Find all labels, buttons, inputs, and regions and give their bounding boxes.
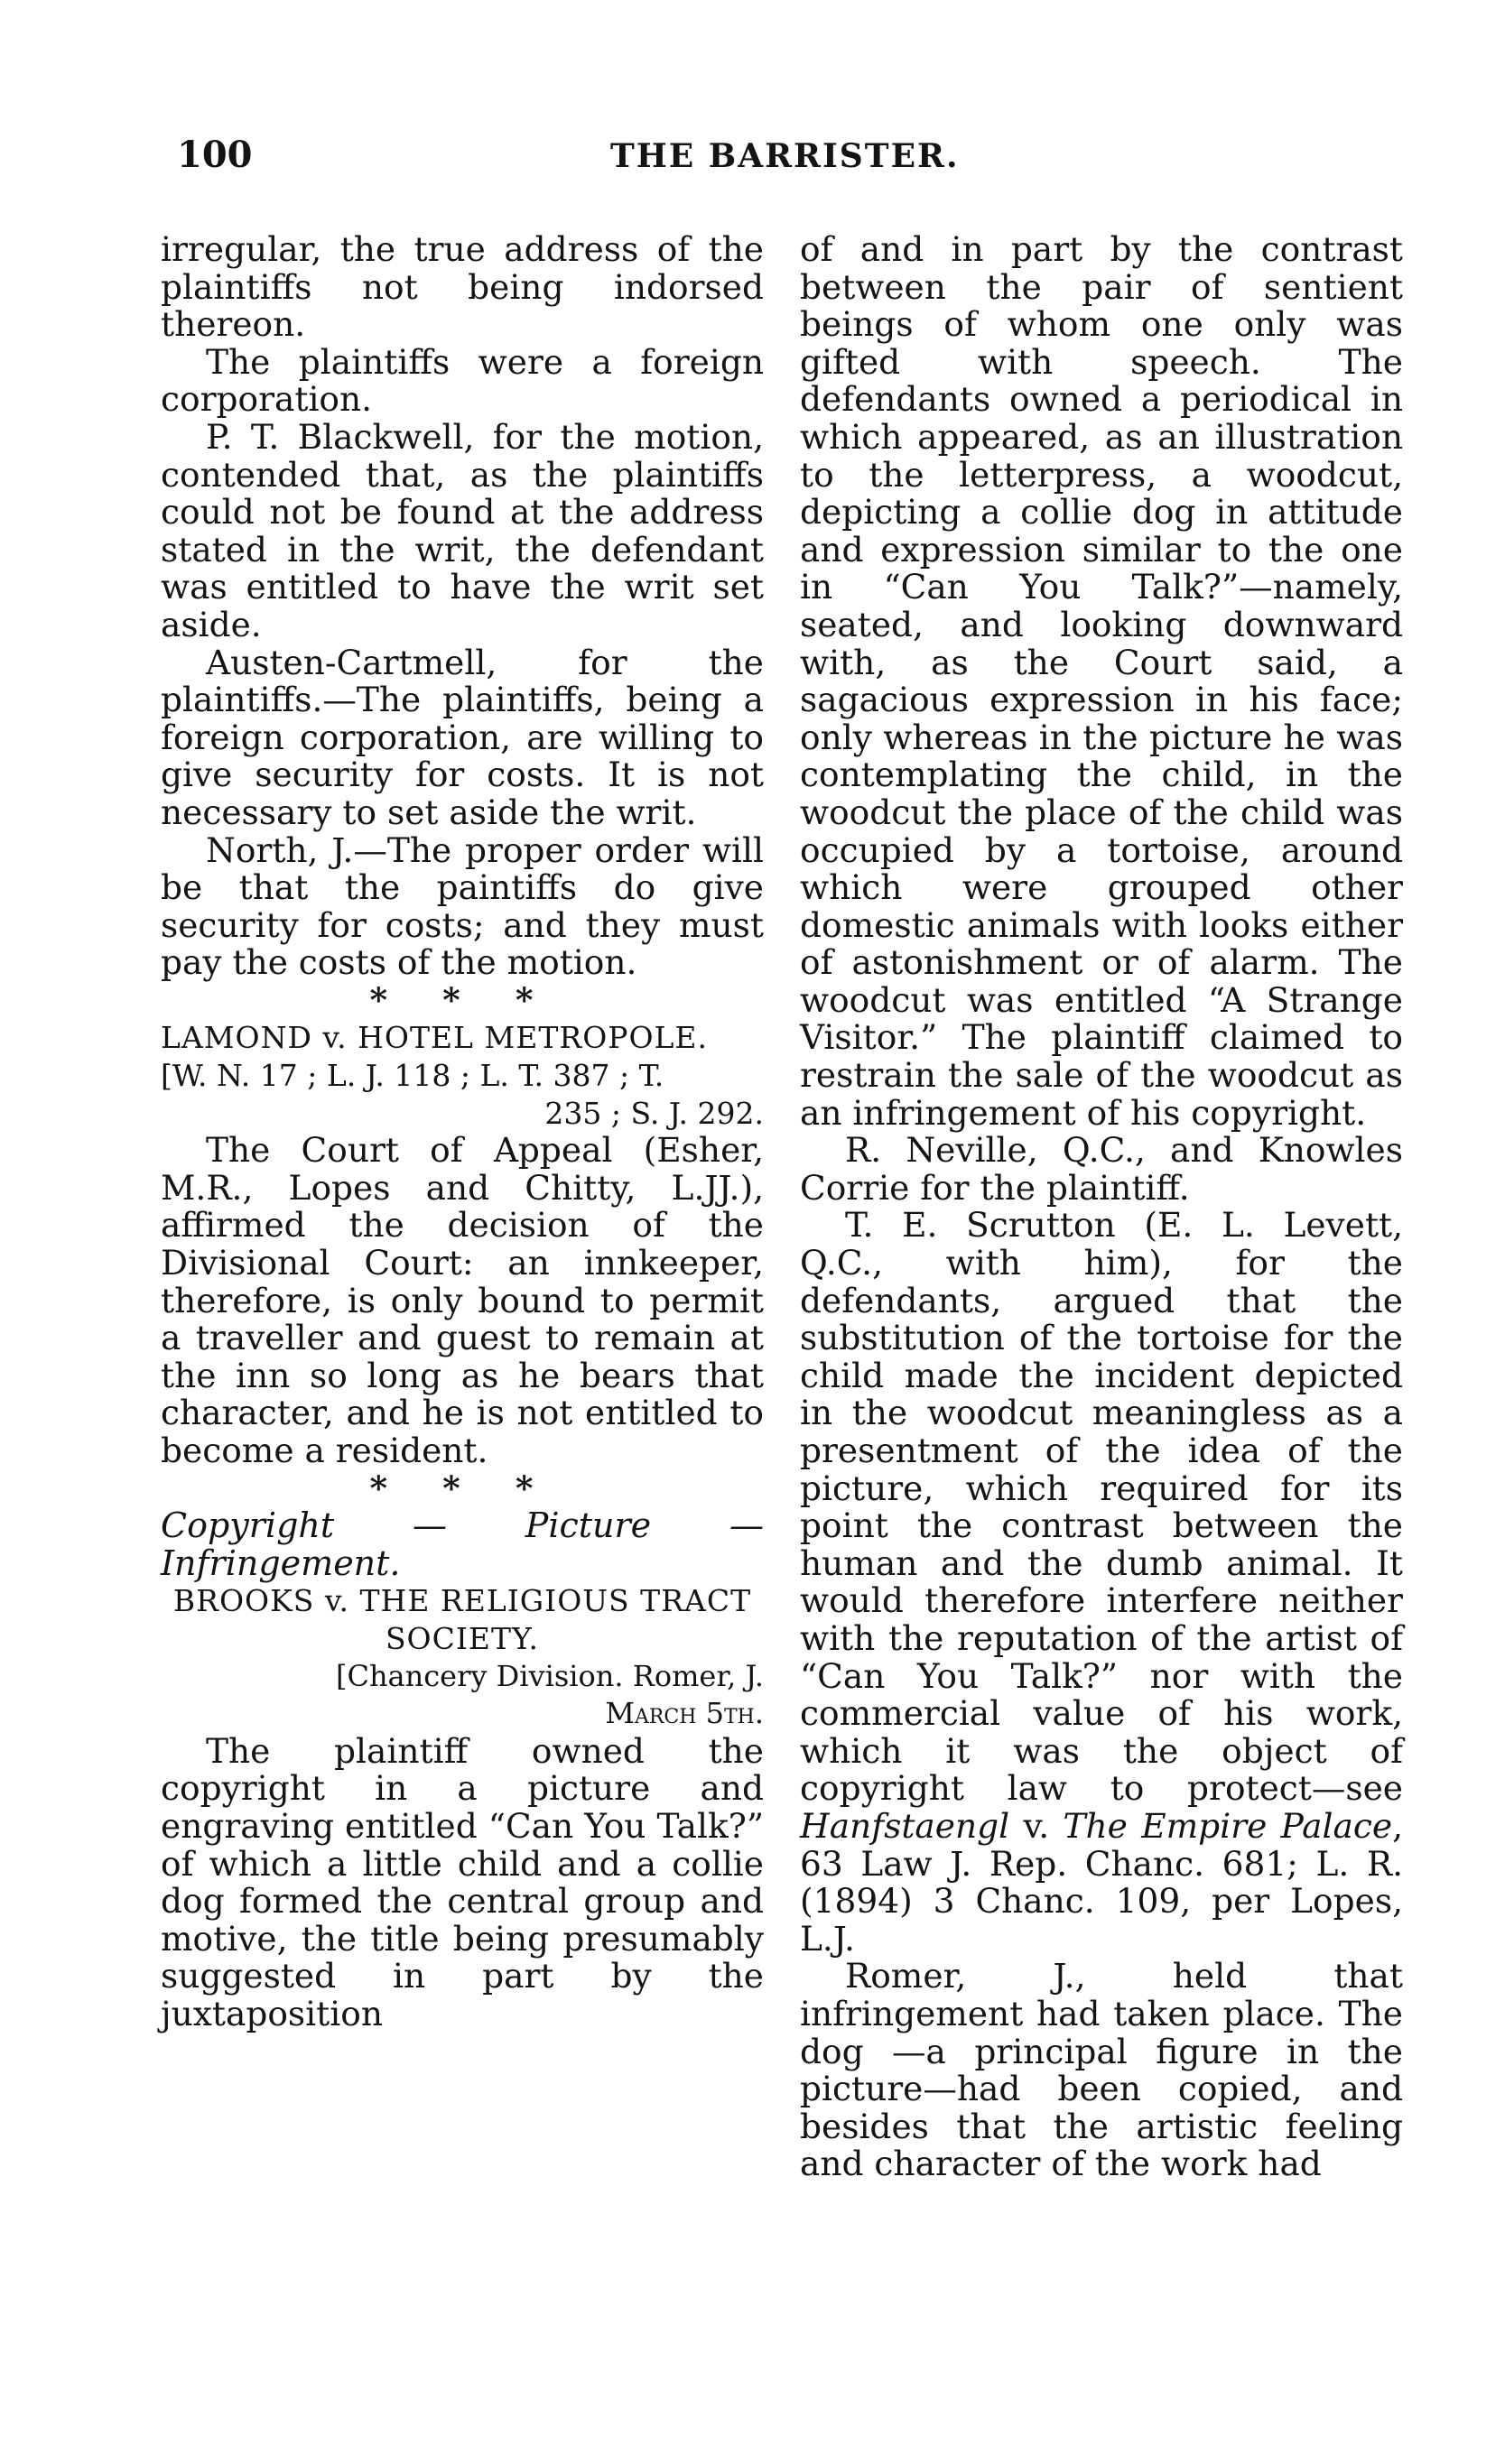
paragraph: The plaintiffs were a foreign corporation. <box>161 341 764 420</box>
paragraph: P. T. Blackwell, for the motion, contended that, as the plaintiffs could not be found at the address stated in the writ, the defendant was entitled to have the writ set aside. <box>161 416 764 644</box>
paragraph: irregular, the true address of the plaintiffs not being indorsed thereon. <box>161 229 764 345</box>
case-title: LAMOND v. HOTEL METROPOLE. <box>161 1020 708 1056</box>
court-line <box>161 1658 764 1733</box>
paragraph: Romer, J., held that infringement had taken place. The dog —a principal figure in the picture—had been copied, and besides that the artistic feeling and character of the work had <box>800 1956 1403 2184</box>
section-divider: * * * <box>369 1468 555 1508</box>
section-divider: * * * <box>369 979 555 1020</box>
paragraph-text: T. E. Scrutton (E. L. Levett, Q.C., with him), for the defendants, argued that the substitution of the tortoise for the child made the incident depicted in the woodcut meaningless as a presentment of the idea of the picture, which required for its point the contrast between the human and the dumb animal. It would therefore interfere neither with the reputation of the artist of “Can You Talk?” nor with the commercial value of his work, which it was the object of copyright law to protect—see <box>800 1205 1403 1809</box>
citation-line: 235 ; S. J. 292. <box>544 1095 764 1131</box>
page-header <box>177 134 1416 188</box>
paragraph-text: v. <box>1009 1805 1064 1846</box>
case-name: The Empire Palace <box>1063 1805 1393 1846</box>
paragraph: The Court of Appeal (Esher, M.R., Lopes and Chitty, L.JJ.), affirmed the decision of the Divisional Court: an innkeeper, therefore, is only bound to permit a traveller and guest to remain at the inn so long as he bears that character, and he is not entitled to become a resident. <box>161 1130 764 1470</box>
citation-line: [W. N. 17 ; L. J. 118 ; L. T. 387 ; T. <box>161 1058 664 1094</box>
paragraph: The plaintiff owned the copyright in a picture and engraving entitled “Can You Talk?” of which a little child and a collie dog formed the central group and motive, the title being presumably suggested in part by the juxtaposition <box>161 1730 764 2033</box>
running-head: THE BARRISTER. <box>610 137 960 175</box>
left-column <box>161 231 764 2033</box>
page-number: 100 <box>177 134 253 176</box>
paragraph: R. Neville, Q.C., and Knowles Corrie for the plaintiff. <box>800 1130 1403 1208</box>
paragraph-text: , 63 Law J. Rep. Chanc. 681; L. R. (1894) 3 Chanc. 109, per Lopes, L.J. <box>800 1805 1404 1959</box>
paragraph: of and in part by the contrast between the pair of sentient beings of whom one only was gifted with speech. The defendants owned a periodical in which appeared, as an illustration to the letterpress, a woodcut, depicting a collie dog in attitude and expression similar to the one in “Can You Talk?”—namely, seated, and looking downward with, as the Court said, a sagacious expression in his face; only whereas in the picture he was contemplating the child, in the woodcut the place of the child was occupied by a tortoise, around which were grouped other domestic animals with looks either of astonishment or of alarm. The woodcut was entitled “A Strange Visitor.” The plaintiff claimed to restrain the sale of the woodcut as an infringement of his copyright. <box>800 229 1403 1133</box>
case-citation <box>161 1057 764 1132</box>
case-title: BROOKS v. THE RELIGIOUS TRACT SOCIETY. <box>172 1583 752 1656</box>
paragraph: Austen-Cartmell, for the plaintiffs.—The plaintiffs, being a foreign corporation, are willing to give security for costs. It is not necessary to set aside the writ. <box>161 642 764 832</box>
paragraph: North, J.—The proper order will be that the paintiffs do give security for costs; and they must pay the costs of the motion. <box>161 829 764 983</box>
paragraph <box>800 1207 1403 1958</box>
court-date: March 5th. <box>605 1696 764 1731</box>
subject-heading: Copyright — Picture — Infringement. <box>161 1505 764 1583</box>
court-division: [Chancery Division. Romer, J. <box>335 1658 764 1693</box>
right-column <box>800 231 1403 2183</box>
case-name: Hanfstaengl <box>800 1805 1010 1846</box>
